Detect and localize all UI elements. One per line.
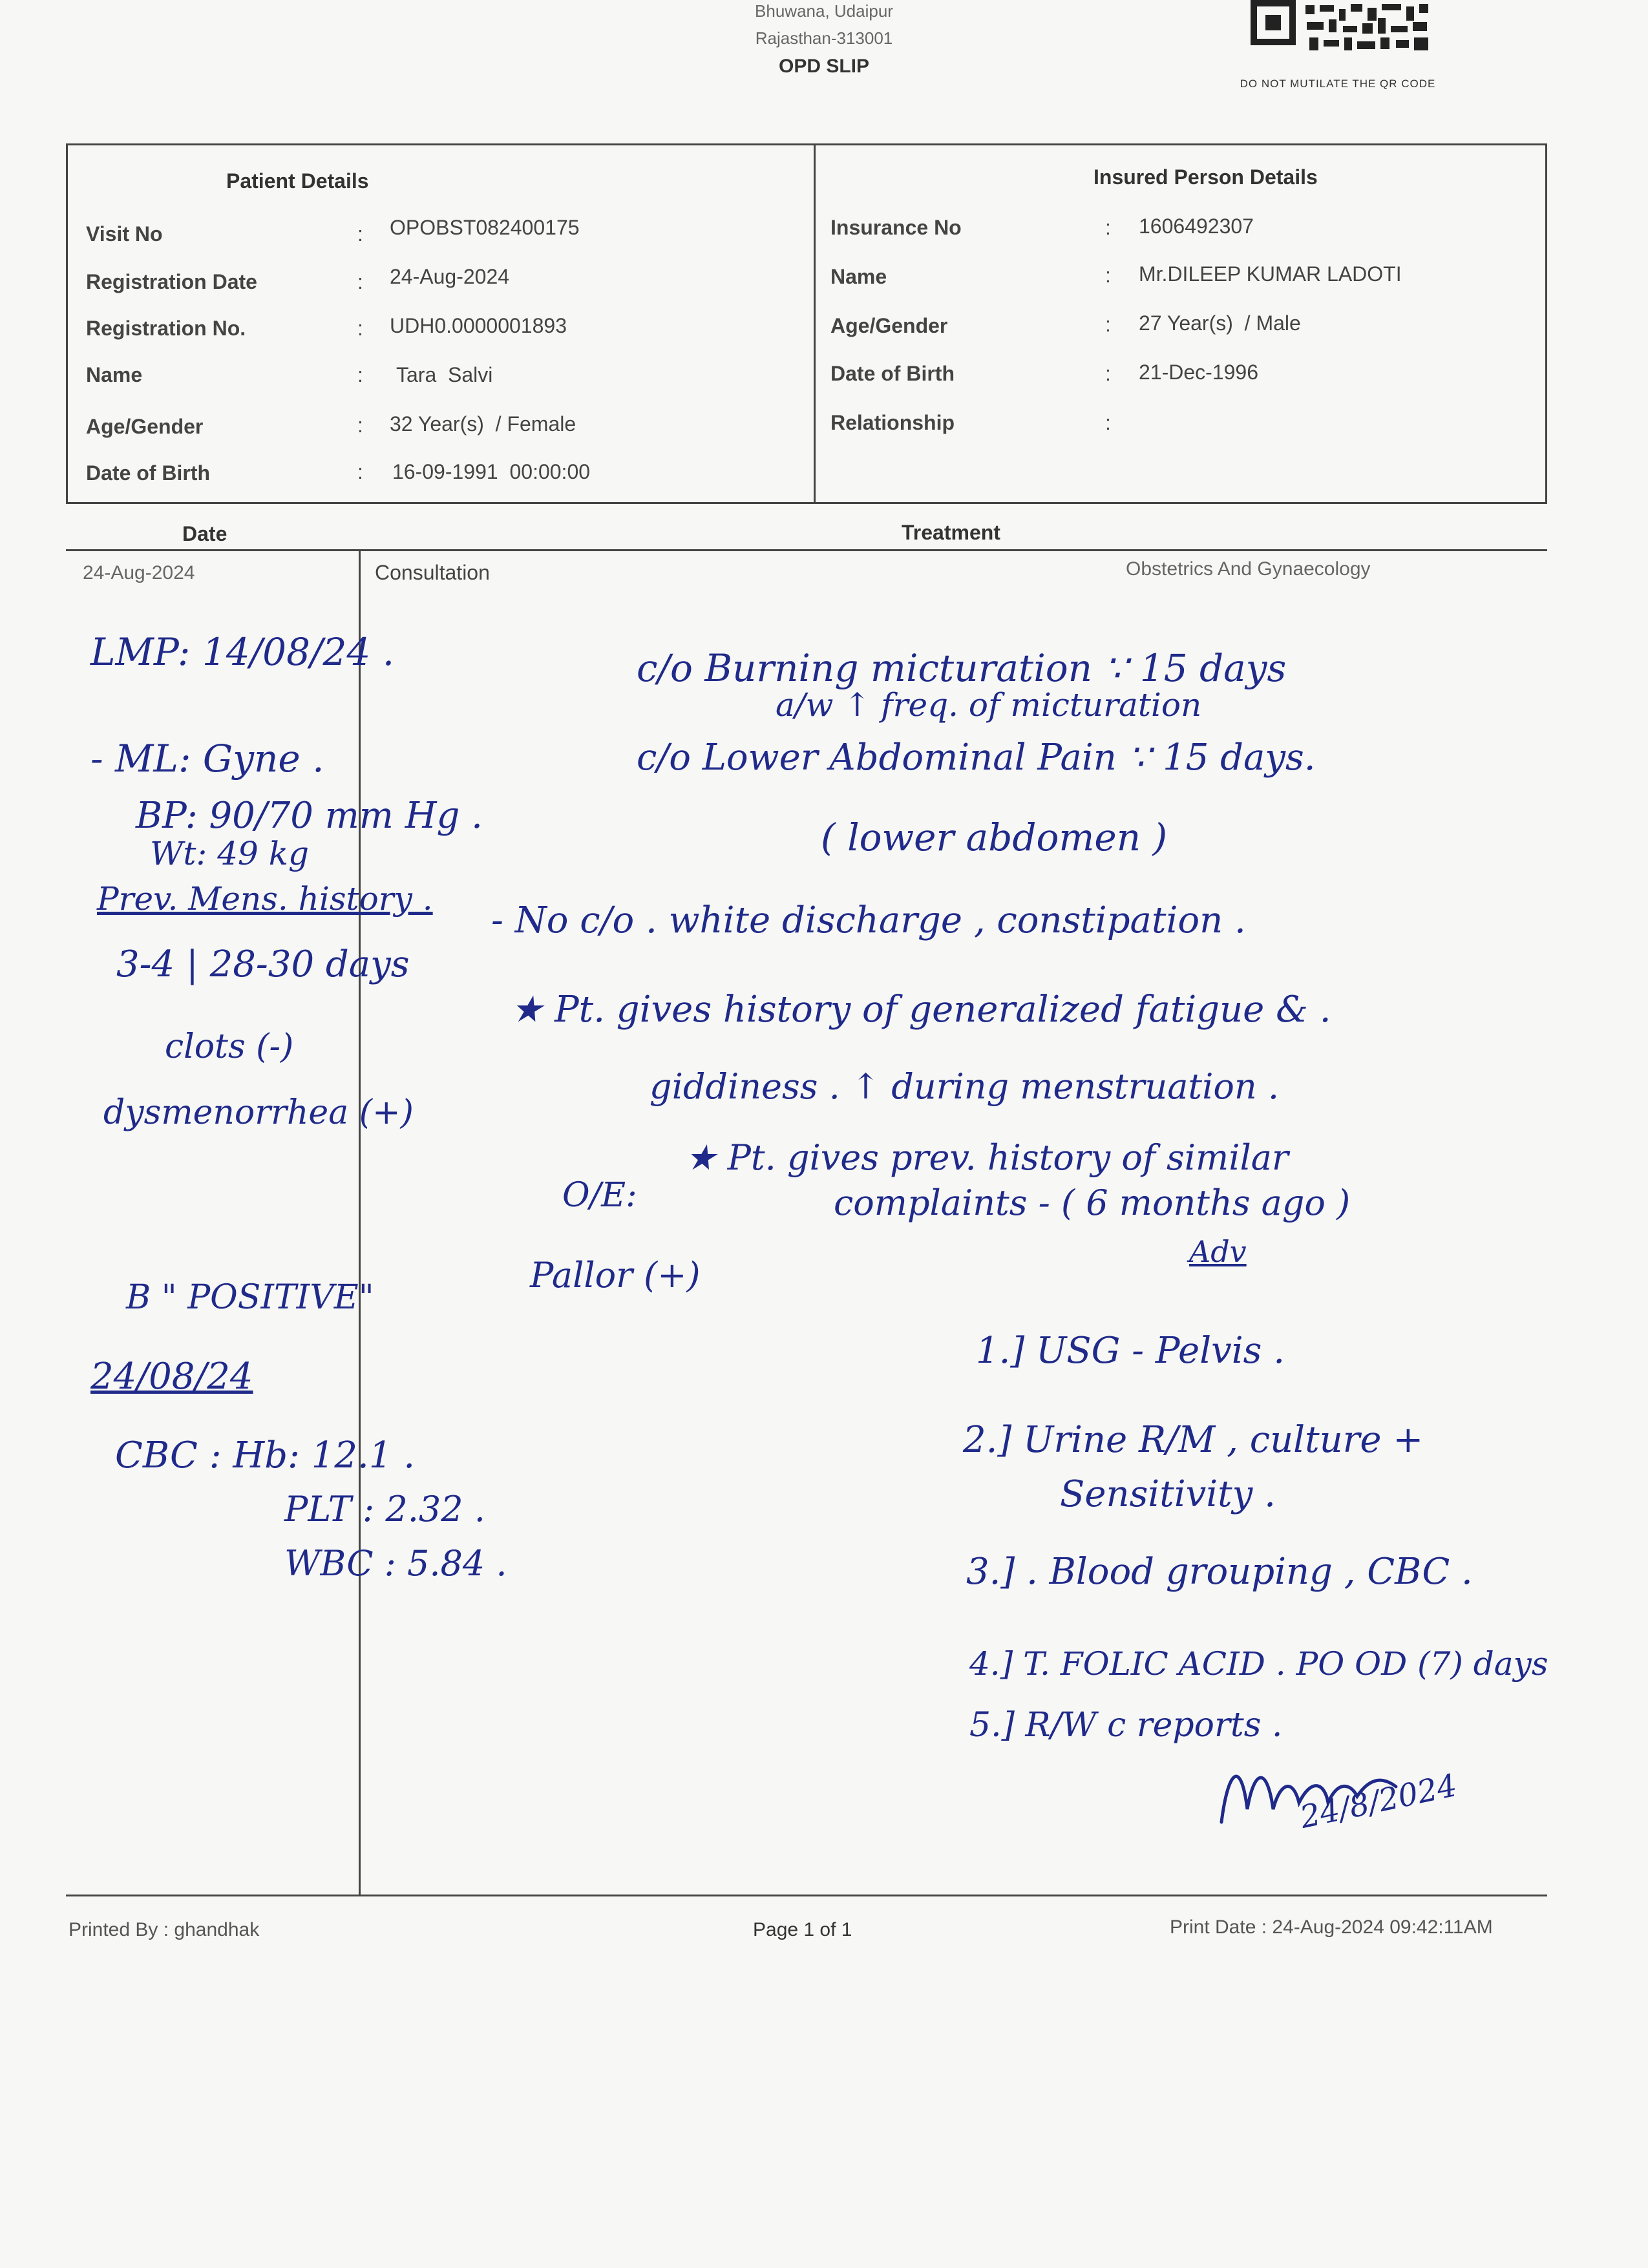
printed-by: Printed By : ghandhak: [69, 1919, 260, 1940]
advice-folic-acid: 4.] T. FOLIC ACID . PO OD (7) days: [969, 1645, 1548, 1683]
details-box: [66, 143, 1547, 504]
history-giddiness: giddiness . ↑ during menstruation .: [650, 1066, 1279, 1107]
blood-group-note: B " POSITIVE": [126, 1278, 374, 1317]
advice-urine: 2.] Urine R/M , culture +: [963, 1419, 1424, 1461]
cbc-date-note: 24/08/24: [90, 1356, 253, 1398]
col-date-header: Date: [182, 522, 227, 545]
slip-title: OPD SLIP: [778, 56, 870, 77]
bp-note: BP: 90/70 mm Hg .: [136, 795, 483, 837]
complaint-lower-abdomen: ( lower abdomen ): [821, 815, 1168, 859]
history-fatigue: ★ Pt. gives history of generalized fatigue & .: [511, 989, 1331, 1031]
col-treatment-header: Treatment: [902, 521, 1000, 544]
colon: :: [1105, 264, 1111, 287]
address-line-1: Bhuwana, Udaipur: [755, 1, 893, 21]
treatment-type: Consultation: [375, 561, 490, 584]
complaint-burning-micturition: c/o Burning micturation ∵ 15 days: [637, 646, 1287, 690]
cycle-note: 3-4 | 28-30 days: [116, 943, 410, 985]
insured-age-gender-label: Age/Gender: [830, 314, 948, 337]
advice-blood-grouping: 3.] . Blood grouping , CBC .: [966, 1551, 1473, 1593]
advice-label: Adv: [1189, 1234, 1247, 1269]
registration-no-label: Registration No.: [86, 317, 246, 340]
dob-label: Date of Birth: [86, 461, 210, 485]
colon: :: [357, 460, 363, 483]
details-divider: [814, 143, 816, 504]
table-bottom-rule: [66, 1895, 1547, 1896]
dysmenorrhea-note: dysmenorrhea (+): [103, 1093, 414, 1132]
visit-no-label: Visit No: [86, 222, 163, 246]
insured-dob-label: Date of Birth: [830, 362, 955, 385]
lmp-note: LMP: 14/08/24 .: [90, 630, 395, 674]
insurance-no-label: Insurance No: [830, 216, 962, 239]
advice-review-reports: 5.] R/W c reports .: [969, 1706, 1283, 1745]
clots-note: clots (-): [165, 1027, 294, 1066]
colon: :: [1105, 411, 1111, 434]
page-number: Page 1 of 1: [753, 1919, 852, 1940]
registration-date-value: 24-Aug-2024: [390, 265, 510, 288]
colon: :: [357, 317, 363, 340]
complaint-abdominal-pain: c/o Lower Abdominal Pain ∵ 15 days.: [637, 737, 1316, 779]
name-label: Name: [86, 363, 143, 386]
qr-caption: DO NOT MUTILATE THE QR CODE: [1240, 78, 1436, 90]
address-line-2: Rajasthan-313001: [755, 28, 893, 48]
insured-details-title: Insured Person Details: [1093, 165, 1318, 189]
cbc-hb-note: CBC : Hb: 12.1 .: [115, 1434, 415, 1476]
visit-no-value: OPOBST082400175: [390, 216, 580, 239]
age-gender-value: 32 Year(s) / Female: [390, 412, 576, 436]
colon: :: [1105, 313, 1111, 336]
insurance-no-value: 1606492307: [1139, 215, 1254, 238]
insured-age-gender-value: 27 Year(s) / Male: [1139, 311, 1301, 335]
pallor-note: Pallor (+): [530, 1255, 701, 1296]
cbc-plt-note: PLT : 2.32 .: [284, 1489, 485, 1529]
cbc-wbc-note: WBC : 5.84 .: [284, 1543, 507, 1584]
ml-note: - ML: Gyne .: [90, 737, 324, 781]
insured-name-value: Mr.DILEEP KUMAR LADOTI: [1139, 262, 1402, 286]
no-complaint-discharge: - No c/o . white discharge , constipation .: [491, 899, 1246, 941]
registration-date-label: Registration Date: [86, 270, 257, 293]
insured-dob-value: 21-Dec-1996: [1139, 361, 1258, 384]
relationship-label: Relationship: [830, 411, 955, 434]
patient-name-value: Tara Salvi: [396, 363, 493, 386]
age-gender-label: Age/Gender: [86, 415, 204, 438]
table-column-divider: [359, 549, 361, 1896]
insured-name-label: Name: [830, 265, 887, 288]
weight-note: Wt: 49 kg: [150, 835, 310, 872]
colon: :: [357, 414, 363, 437]
colon: :: [357, 222, 363, 246]
table-header-rule: [66, 549, 1547, 551]
advice-usg: 1.] USG - Pelvis .: [976, 1330, 1285, 1372]
treatment-date: 24-Aug-2024: [83, 562, 195, 583]
print-date: Print Date : 24-Aug-2024 09:42:11AM: [1170, 1916, 1493, 1938]
colon: :: [357, 363, 363, 386]
complaint-frequency: a/w ↑ freq. of micturation: [776, 686, 1202, 724]
oe-label: O/E:: [562, 1176, 637, 1215]
colon: :: [1105, 362, 1111, 385]
registration-no-value: UDH0.0000001893: [390, 314, 567, 337]
treatment-department: Obstetrics And Gynaecology: [1126, 558, 1371, 580]
patient-details-title: Patient Details: [226, 169, 369, 193]
signature-date: 24/8/2024: [1296, 1767, 1461, 1836]
colon: :: [357, 270, 363, 293]
advice-sensitivity: Sensitivity .: [1060, 1473, 1276, 1515]
qr-code: [1247, 0, 1435, 58]
prev-mens-history-note: Prev. Mens. history .: [97, 880, 433, 918]
history-complaints-time: complaints - ( 6 months ago ): [834, 1182, 1351, 1223]
colon: :: [1105, 216, 1111, 239]
dob-value: 16-09-1991 00:00:00: [392, 460, 591, 483]
history-similar-complaints: ★ Pt. gives prev. history of similar: [685, 1137, 1289, 1178]
